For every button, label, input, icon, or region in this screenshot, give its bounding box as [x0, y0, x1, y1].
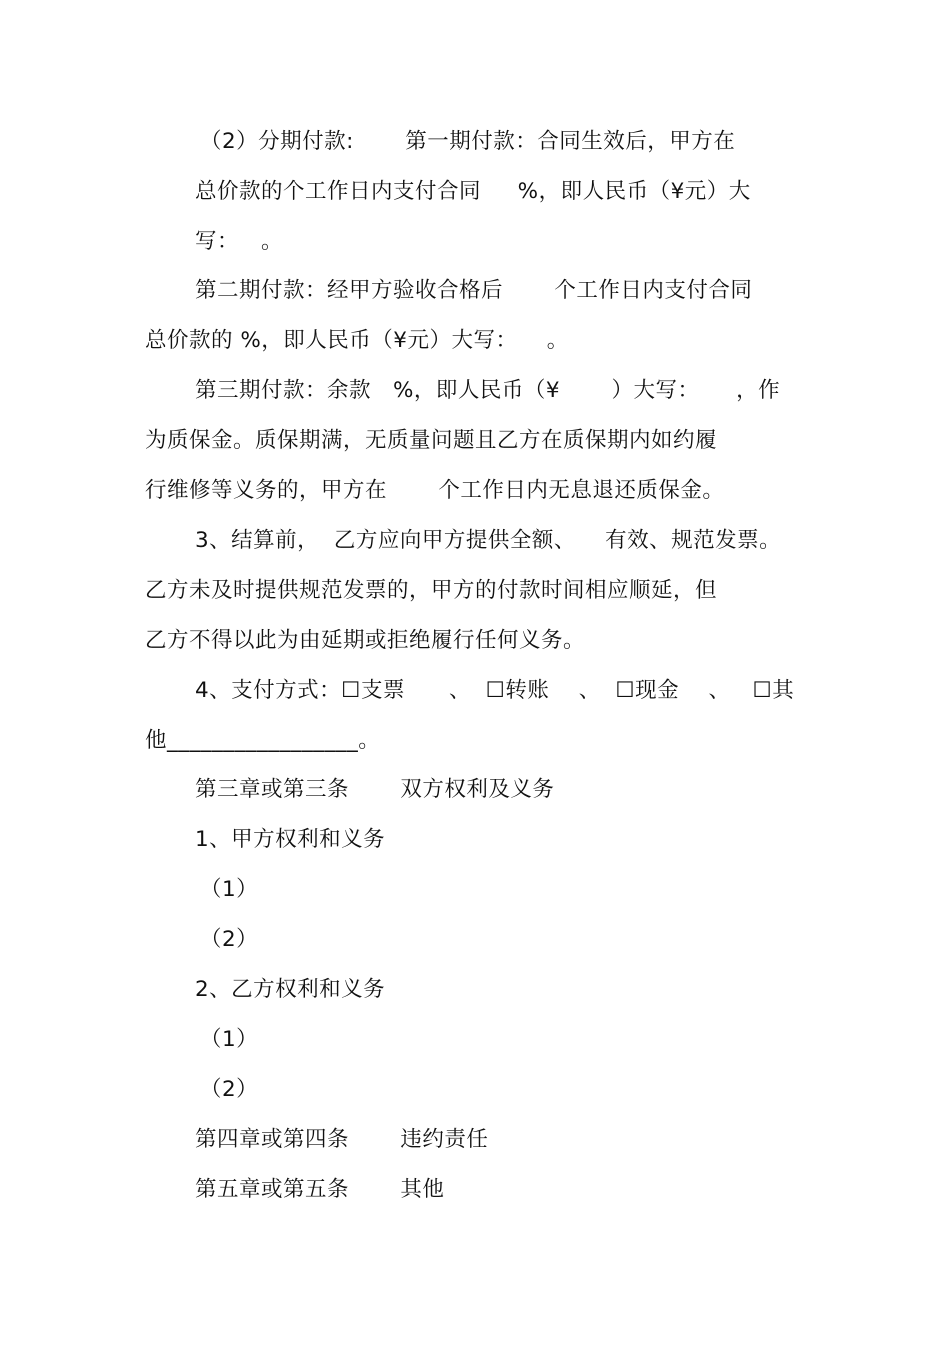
text-line-1: （2）分期付款: 第一期付款：合同生效后，甲方在 — [200, 129, 736, 154]
party-b-item-2: （2） — [200, 1077, 259, 1102]
text-line-4: 第二期付款：经甲方验收合格后 个工作日内支付合同 — [195, 278, 753, 303]
chapter-5-heading: 第五章或第五条 其他 — [195, 1177, 445, 1202]
party-a-heading: 1、甲方权利和义务 — [195, 827, 386, 852]
party-b-heading: 2、乙方权利和义务 — [195, 977, 386, 1002]
text-line-13: 他_________________。 — [145, 728, 381, 753]
chapter-3-heading: 第三章或第三条 双方权利及义务 — [195, 777, 555, 802]
party-a-item-2: （2） — [200, 927, 259, 952]
text-line-7: 为质保金。质保期满，无质量问题且乙方在质保期内如约履 — [145, 428, 718, 453]
text-line-8: 行维修等义务的，甲方在 个工作日内无息退还质保金。 — [145, 478, 725, 503]
chapter-4-heading: 第四章或第四条 违约责任 — [195, 1127, 489, 1152]
text-line-6: 第三期付款：余款 %，即人民币（¥ ）大写： ，作 — [195, 378, 781, 403]
text-line-2: 总价款的个工作日内支付合同 %，即人民币（¥元）大 — [195, 179, 751, 204]
text-line-9: 3、结算前， 乙方应向甲方提供全额、 有效、规范发票。 — [195, 528, 782, 553]
party-a-item-1: （1） — [200, 877, 259, 902]
text-line-5: 总价款的 %，即人民币（¥元）大写： 。 — [145, 328, 569, 353]
text-line-12: 4、支付方式：☐支票 、 ☐转账 、 ☐现金 、 ☐其 — [195, 678, 795, 703]
text-line-11: 乙方不得以此为由延期或拒绝履行任何义务。 — [145, 628, 586, 653]
party-b-item-1: （1） — [200, 1027, 259, 1052]
text-line-3: 写： 。 — [195, 229, 284, 254]
text-line-10: 乙方未及时提供规范发票的，甲方的付款时间相应顺延，但 — [145, 578, 718, 603]
